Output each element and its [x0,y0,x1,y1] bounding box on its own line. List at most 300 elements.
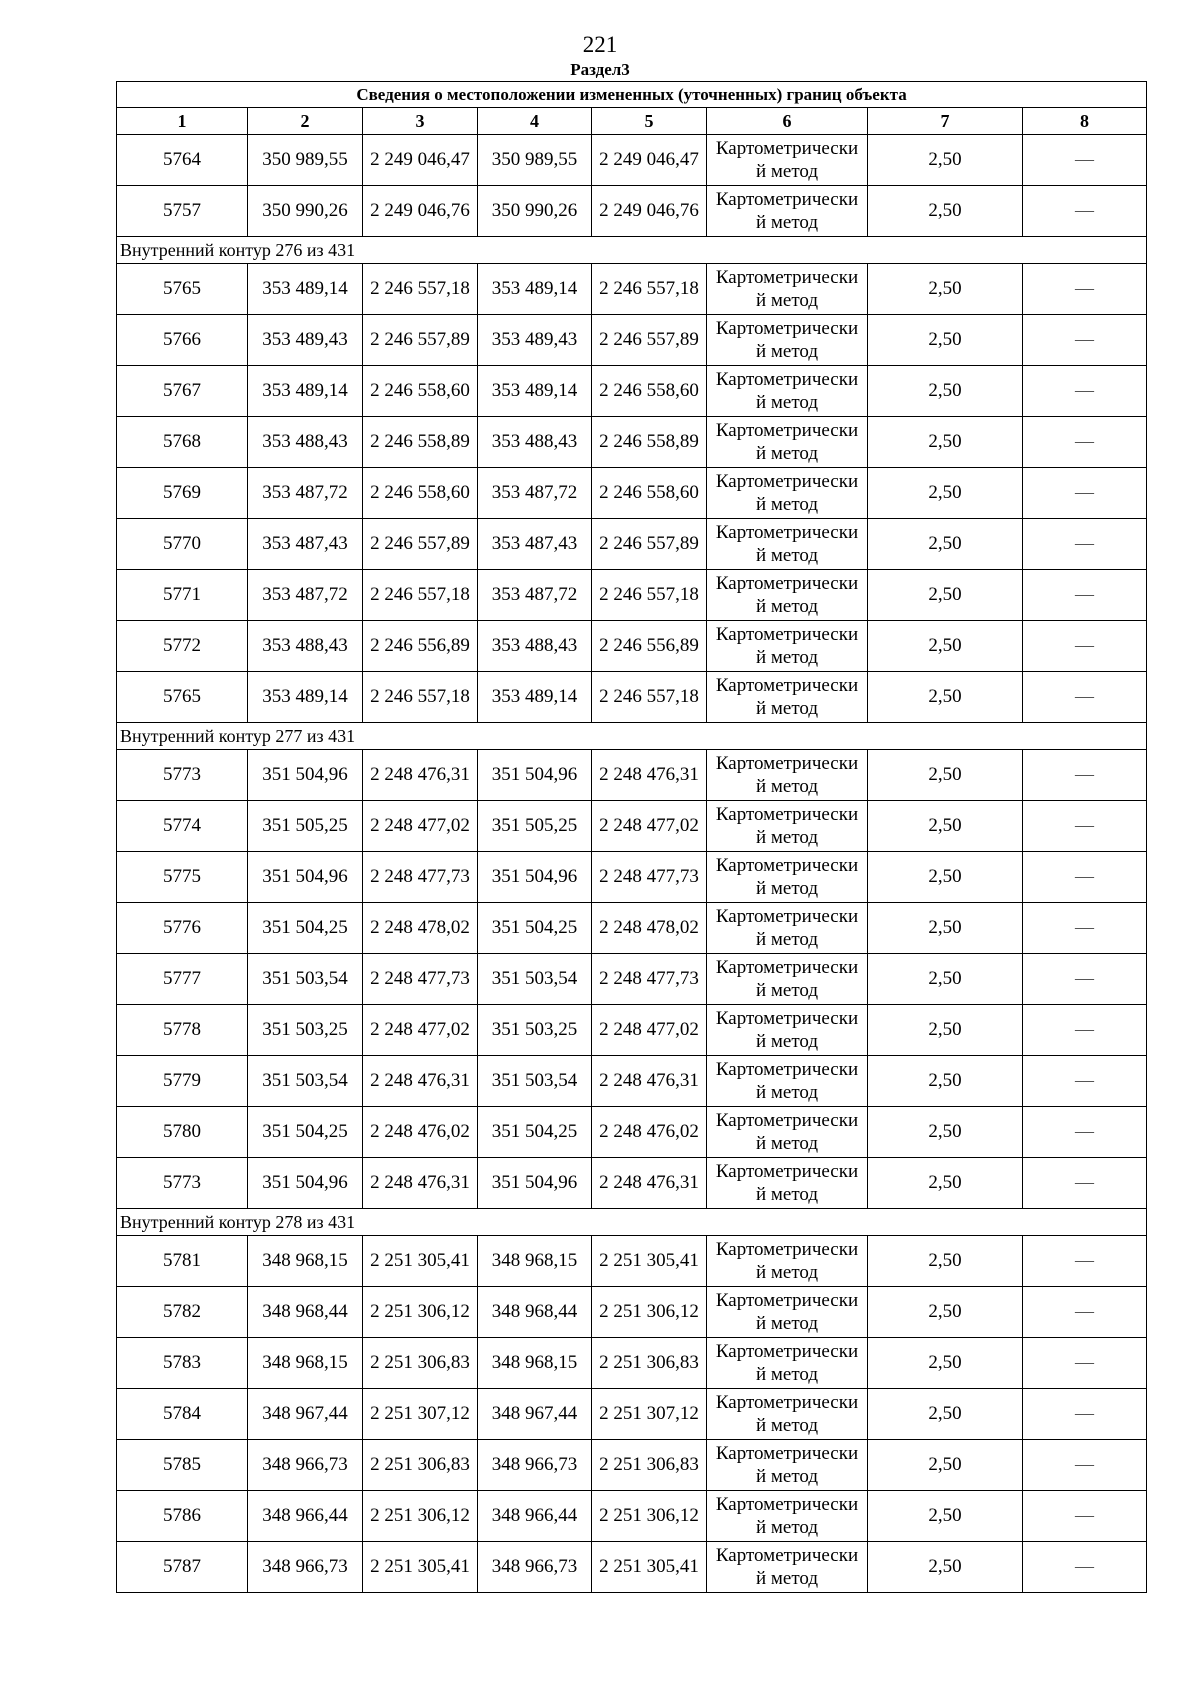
method-line-1: Картометрически [715,267,859,288]
x-refined-cell: 353 487,72 [478,468,592,519]
x-refined-cell: 353 489,14 [478,672,592,723]
method-line-2: й метод [755,1364,819,1385]
y-existing-cell: 2 248 477,02 [363,801,478,852]
table-row [117,570,1147,621]
y-refined-cell: 2 248 476,31 [592,1056,707,1107]
point-number-cell: 5765 [117,672,248,723]
column-number-5: 5 [592,108,707,135]
y-existing-cell: 2 249 046,76 [363,186,478,237]
x-refined-cell: 351 504,25 [478,1107,592,1158]
x-refined-cell: 351 504,96 [478,852,592,903]
x-existing-cell: 353 489,14 [248,366,363,417]
x-existing-cell: 353 487,72 [248,468,363,519]
precision-cell: 2,50 [868,468,1023,519]
method-line-2: й метод [755,290,819,311]
y-existing-cell: 2 248 477,73 [363,852,478,903]
method-line-1: Картометрически [715,624,859,645]
table-body [117,82,1147,1593]
y-refined-cell: 2 246 557,18 [592,570,707,621]
y-existing-cell: 2 248 476,02 [363,1107,478,1158]
y-existing-cell: 2 246 557,18 [363,264,478,315]
x-existing-cell: 351 504,96 [248,852,363,903]
x-existing-cell: 351 504,25 [248,1107,363,1158]
x-refined-cell: 351 503,25 [478,1005,592,1056]
method-cell [707,1107,868,1158]
y-refined-cell: 2 251 307,12 [592,1389,707,1440]
precision-cell: 2,50 [868,1107,1023,1158]
method-cell [707,801,868,852]
x-refined-cell: 348 966,44 [478,1491,592,1542]
contour-header-row [117,1209,1147,1236]
method-line-1: Картометрически [715,369,859,390]
y-existing-cell: 2 246 557,89 [363,315,478,366]
method-line-2: й метод [755,392,819,413]
empty-value-dash: — [1023,417,1147,468]
x-existing-cell: 348 966,73 [248,1542,363,1593]
method-line-1: Картометрически [715,675,859,696]
method-line-1: Картометрически [715,1239,859,1260]
method-line-2: й метод [755,494,819,515]
method-line-1: Картометрически [715,138,859,159]
method-cell [707,1287,868,1338]
point-number-cell: 5786 [117,1491,248,1542]
precision-cell: 2,50 [868,1056,1023,1107]
y-existing-cell: 2 248 477,73 [363,954,478,1005]
method-cell [707,264,868,315]
method-line-1: Картометрически [715,471,859,492]
method-line-1: Картометрически [715,855,859,876]
precision-cell: 2,50 [868,1491,1023,1542]
x-refined-cell: 353 489,14 [478,366,592,417]
point-number-cell: 5768 [117,417,248,468]
empty-value-dash: — [1023,1236,1147,1287]
precision-cell: 2,50 [868,1236,1023,1287]
precision-cell: 2,50 [868,417,1023,468]
point-number-cell: 5769 [117,468,248,519]
table-row [117,1440,1147,1491]
y-refined-cell: 2 248 476,02 [592,1107,707,1158]
x-existing-cell: 351 504,96 [248,1158,363,1209]
method-cell [707,852,868,903]
x-existing-cell: 353 487,43 [248,519,363,570]
method-line-1: Картометрически [715,1443,859,1464]
table-row [117,1491,1147,1542]
x-refined-cell: 353 489,14 [478,264,592,315]
method-cell [707,1236,868,1287]
precision-cell: 2,50 [868,852,1023,903]
y-refined-cell: 2 246 556,89 [592,621,707,672]
method-cell [707,315,868,366]
point-number-cell: 5757 [117,186,248,237]
empty-value-dash: — [1023,570,1147,621]
y-existing-cell: 2 248 476,31 [363,1158,478,1209]
y-existing-cell: 2 251 306,83 [363,1338,478,1389]
y-existing-cell: 2 248 476,31 [363,750,478,801]
method-line-1: Картометрически [715,957,859,978]
empty-value-dash: — [1023,801,1147,852]
method-line-1: Картометрически [715,1008,859,1029]
point-number-cell: 5780 [117,1107,248,1158]
x-refined-cell: 351 505,25 [478,801,592,852]
point-number-cell: 5764 [117,135,248,186]
table-row [117,903,1147,954]
precision-cell: 2,50 [868,750,1023,801]
precision-cell: 2,50 [868,315,1023,366]
boundary-coordinates-table [116,81,1147,1593]
method-line-2: й метод [755,1568,819,1589]
point-number-cell: 5779 [117,1056,248,1107]
page-number: 221 [582,32,618,57]
y-existing-cell: 2 246 558,60 [363,468,478,519]
table-row [117,1287,1147,1338]
point-number-cell: 5765 [117,264,248,315]
table-row [117,186,1147,237]
table-row [117,750,1147,801]
precision-cell: 2,50 [868,954,1023,1005]
x-refined-cell: 353 489,43 [478,315,592,366]
y-refined-cell: 2 251 306,83 [592,1338,707,1389]
y-refined-cell: 2 251 306,12 [592,1491,707,1542]
x-existing-cell: 351 504,96 [248,750,363,801]
y-refined-cell: 2 246 557,18 [592,264,707,315]
x-existing-cell: 348 968,44 [248,1287,363,1338]
method-line-2: й метод [755,341,819,362]
method-line-2: й метод [755,1133,819,1154]
table-row [117,1542,1147,1593]
empty-value-dash: — [1023,1440,1147,1491]
x-refined-cell: 353 488,43 [478,417,592,468]
y-existing-cell: 2 248 478,02 [363,903,478,954]
x-existing-cell: 353 489,14 [248,264,363,315]
y-existing-cell: 2 246 558,60 [363,366,478,417]
method-line-2: й метод [755,827,819,848]
x-existing-cell: 350 990,26 [248,186,363,237]
y-refined-cell: 2 251 305,41 [592,1236,707,1287]
method-cell [707,1056,868,1107]
point-number-cell: 5781 [117,1236,248,1287]
point-number-cell: 5775 [117,852,248,903]
method-cell [707,1005,868,1056]
method-line-2: й метод [755,1415,819,1436]
table-row [117,519,1147,570]
method-line-2: й метод [755,1517,819,1538]
point-number-cell: 5771 [117,570,248,621]
empty-value-dash: — [1023,903,1147,954]
x-refined-cell: 351 504,25 [478,903,592,954]
point-number-cell: 5778 [117,1005,248,1056]
method-line-1: Картометрически [715,1110,859,1131]
point-number-cell: 5772 [117,621,248,672]
column-number-1: 1 [117,108,248,135]
method-line-1: Картометрически [715,189,859,210]
empty-value-dash: — [1023,1287,1147,1338]
point-number-cell: 5787 [117,1542,248,1593]
empty-value-dash: — [1023,1005,1147,1056]
precision-cell: 2,50 [868,1005,1023,1056]
x-refined-cell: 348 968,44 [478,1287,592,1338]
table-row [117,468,1147,519]
table-row [117,954,1147,1005]
method-cell [707,366,868,417]
y-existing-cell: 2 251 305,41 [363,1236,478,1287]
method-line-1: Картометрически [715,573,859,594]
precision-cell: 2,50 [868,186,1023,237]
method-line-2: й метод [755,647,819,668]
method-line-2: й метод [755,1082,819,1103]
method-line-2: й метод [755,443,819,464]
point-number-cell: 5783 [117,1338,248,1389]
method-line-2: й метод [755,776,819,797]
y-existing-cell: 2 248 477,02 [363,1005,478,1056]
x-refined-cell: 351 503,54 [478,954,592,1005]
empty-value-dash: — [1023,264,1147,315]
empty-value-dash: — [1023,852,1147,903]
method-line-1: Картометрически [715,1290,859,1311]
method-line-1: Картометрически [715,1545,859,1566]
method-cell [707,1389,868,1440]
table-row [117,621,1147,672]
point-number-cell: 5774 [117,801,248,852]
table-row [117,264,1147,315]
x-refined-cell: 348 967,44 [478,1389,592,1440]
empty-value-dash: — [1023,750,1147,801]
method-line-1: Картометрически [715,522,859,543]
empty-value-dash: — [1023,186,1147,237]
x-refined-cell: 353 487,72 [478,570,592,621]
method-line-1: Картометрически [715,1161,859,1182]
method-line-2: й метод [755,1031,819,1052]
y-refined-cell: 2 246 558,60 [592,366,707,417]
x-existing-cell: 353 488,43 [248,621,363,672]
empty-value-dash: — [1023,1542,1147,1593]
precision-cell: 2,50 [868,672,1023,723]
y-refined-cell: 2 249 046,47 [592,135,707,186]
y-existing-cell: 2 251 306,12 [363,1287,478,1338]
precision-cell: 2,50 [868,1287,1023,1338]
y-existing-cell: 2 249 046,47 [363,135,478,186]
method-line-1: Картометрически [715,1059,859,1080]
method-line-1: Картометрически [715,906,859,927]
y-refined-cell: 2 248 477,02 [592,801,707,852]
y-refined-cell: 2 246 558,89 [592,417,707,468]
empty-value-dash: — [1023,468,1147,519]
precision-cell: 2,50 [868,1158,1023,1209]
x-refined-cell: 350 989,55 [478,135,592,186]
table-row [117,1158,1147,1209]
table-row [117,1338,1147,1389]
x-refined-cell: 348 968,15 [478,1236,592,1287]
method-cell [707,468,868,519]
column-number-4: 4 [478,108,592,135]
column-number-8: 8 [1023,108,1147,135]
x-existing-cell: 348 966,44 [248,1491,363,1542]
point-number-cell: 5785 [117,1440,248,1491]
x-existing-cell: 353 487,72 [248,570,363,621]
precision-cell: 2,50 [868,1542,1023,1593]
precision-cell: 2,50 [868,519,1023,570]
point-number-cell: 5767 [117,366,248,417]
x-refined-cell: 350 990,26 [478,186,592,237]
method-line-2: й метод [755,878,819,899]
precision-cell: 2,50 [868,1338,1023,1389]
method-cell [707,1491,868,1542]
x-existing-cell: 350 989,55 [248,135,363,186]
x-refined-cell: 353 488,43 [478,621,592,672]
x-existing-cell: 348 967,44 [248,1389,363,1440]
y-existing-cell: 2 246 556,89 [363,621,478,672]
x-existing-cell: 351 503,54 [248,954,363,1005]
empty-value-dash: — [1023,1338,1147,1389]
method-line-2: й метод [755,161,819,182]
table-row [117,135,1147,186]
y-refined-cell: 2 248 477,73 [592,852,707,903]
table-row [117,315,1147,366]
x-existing-cell: 353 488,43 [248,417,363,468]
column-number-7: 7 [868,108,1023,135]
empty-value-dash: — [1023,1107,1147,1158]
contour-header-row [117,237,1147,264]
x-existing-cell: 348 968,15 [248,1338,363,1389]
precision-cell: 2,50 [868,1440,1023,1491]
point-number-cell: 5782 [117,1287,248,1338]
y-refined-cell: 2 249 046,76 [592,186,707,237]
precision-cell: 2,50 [868,366,1023,417]
y-refined-cell: 2 251 305,41 [592,1542,707,1593]
section-label: Раздел3 [570,60,630,79]
table-row [117,417,1147,468]
method-line-2: й метод [755,980,819,1001]
empty-value-dash: — [1023,621,1147,672]
x-existing-cell: 353 489,43 [248,315,363,366]
x-refined-cell: 348 966,73 [478,1440,592,1491]
contour-label: Внутренний контур 276 из 431 [117,237,1147,264]
y-refined-cell: 2 248 477,73 [592,954,707,1005]
y-existing-cell: 2 246 557,18 [363,570,478,621]
empty-value-dash: — [1023,1491,1147,1542]
method-line-1: Картометрически [715,753,859,774]
x-existing-cell: 351 504,25 [248,903,363,954]
method-line-1: Картометрически [715,804,859,825]
x-existing-cell: 353 489,14 [248,672,363,723]
x-refined-cell: 351 504,96 [478,1158,592,1209]
method-line-1: Картометрически [715,1341,859,1362]
point-number-cell: 5776 [117,903,248,954]
method-cell [707,186,868,237]
method-cell [707,750,868,801]
x-refined-cell: 351 504,96 [478,750,592,801]
table-row [117,366,1147,417]
y-existing-cell: 2 251 306,12 [363,1491,478,1542]
method-line-2: й метод [755,929,819,950]
method-cell [707,519,868,570]
table-row [117,1056,1147,1107]
x-existing-cell: 348 966,73 [248,1440,363,1491]
y-refined-cell: 2 251 306,83 [592,1440,707,1491]
column-number-row [117,108,1147,135]
y-refined-cell: 2 246 558,60 [592,468,707,519]
y-refined-cell: 2 246 557,18 [592,672,707,723]
x-refined-cell: 353 487,43 [478,519,592,570]
column-number-2: 2 [248,108,363,135]
x-existing-cell: 351 505,25 [248,801,363,852]
y-refined-cell: 2 248 476,31 [592,750,707,801]
method-cell [707,621,868,672]
precision-cell: 2,50 [868,801,1023,852]
method-line-2: й метод [755,212,819,233]
point-number-cell: 5766 [117,315,248,366]
empty-value-dash: — [1023,1389,1147,1440]
precision-cell: 2,50 [868,135,1023,186]
y-existing-cell: 2 251 305,41 [363,1542,478,1593]
y-existing-cell: 2 248 476,31 [363,1056,478,1107]
empty-value-dash: — [1023,135,1147,186]
table-row [117,852,1147,903]
empty-value-dash: — [1023,315,1147,366]
x-existing-cell: 351 503,54 [248,1056,363,1107]
x-existing-cell: 351 503,25 [248,1005,363,1056]
contour-label: Внутренний контур 277 из 431 [117,723,1147,750]
table-row [117,1236,1147,1287]
method-cell [707,903,868,954]
method-cell [707,1338,868,1389]
column-number-3: 3 [363,108,478,135]
table-row [117,1107,1147,1158]
method-line-2: й метод [755,1313,819,1334]
method-line-1: Картометрически [715,1494,859,1515]
table-row [117,801,1147,852]
method-line-2: й метод [755,1184,819,1205]
method-cell [707,954,868,1005]
point-number-cell: 5784 [117,1389,248,1440]
empty-value-dash: — [1023,954,1147,1005]
method-line-1: Картометрически [715,420,859,441]
precision-cell: 2,50 [868,1389,1023,1440]
method-line-2: й метод [755,1466,819,1487]
y-refined-cell: 2 246 557,89 [592,315,707,366]
method-line-2: й метод [755,596,819,617]
y-existing-cell: 2 251 307,12 [363,1389,478,1440]
x-refined-cell: 348 968,15 [478,1338,592,1389]
contour-header-row [117,723,1147,750]
precision-cell: 2,50 [868,903,1023,954]
y-refined-cell: 2 248 478,02 [592,903,707,954]
x-existing-cell: 348 968,15 [248,1236,363,1287]
method-line-2: й метод [755,698,819,719]
method-cell [707,1158,868,1209]
method-cell [707,135,868,186]
x-refined-cell: 348 966,73 [478,1542,592,1593]
y-refined-cell: 2 248 477,02 [592,1005,707,1056]
table-row [117,1389,1147,1440]
method-line-1: Картометрически [715,1392,859,1413]
method-cell [707,1542,868,1593]
precision-cell: 2,50 [868,570,1023,621]
point-number-cell: 5770 [117,519,248,570]
precision-cell: 2,50 [868,264,1023,315]
y-refined-cell: 2 246 557,89 [592,519,707,570]
point-number-cell: 5773 [117,1158,248,1209]
method-cell [707,1440,868,1491]
y-refined-cell: 2 248 476,31 [592,1158,707,1209]
method-cell [707,417,868,468]
point-number-cell: 5777 [117,954,248,1005]
y-existing-cell: 2 246 557,89 [363,519,478,570]
point-number-cell: 5773 [117,750,248,801]
table-title-row [117,82,1147,108]
empty-value-dash: — [1023,366,1147,417]
method-line-2: й метод [755,545,819,566]
y-existing-cell: 2 246 558,89 [363,417,478,468]
